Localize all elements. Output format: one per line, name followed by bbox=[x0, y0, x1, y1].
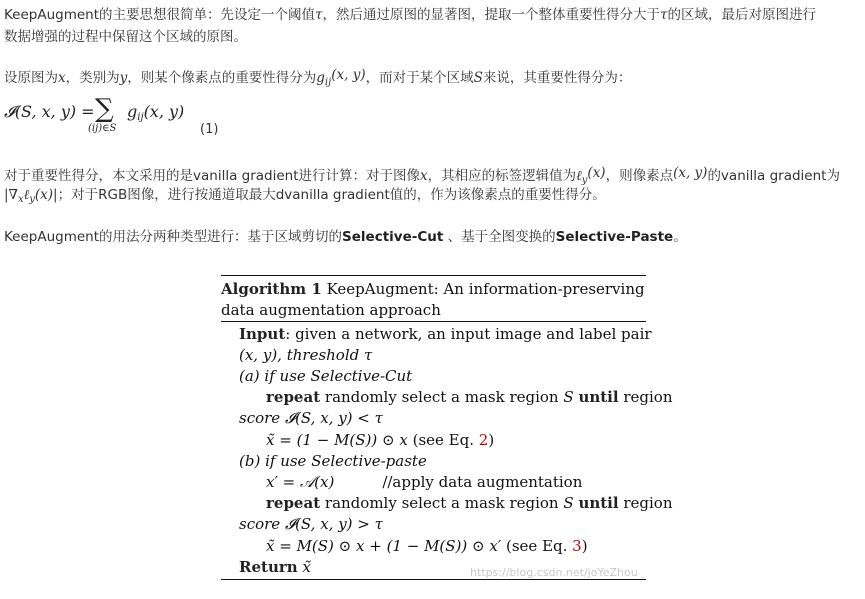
cut-formula-text: x̃ = (1 − M(S)) ⊙ x bbox=[266, 431, 408, 449]
algorithm-title-line-1 bbox=[221, 279, 645, 299]
var-x: x bbox=[420, 168, 428, 184]
bottom-rule bbox=[221, 579, 646, 580]
header-rule bbox=[221, 321, 646, 322]
usage-text: KeepAugment的用法分两种类型进行：基于区域剪切的 bbox=[4, 229, 343, 245]
intro-line-2: 数据增强的过程中保留这个区域的原图。 bbox=[4, 29, 247, 45]
eq-2-link[interactable]: 2 bbox=[478, 431, 489, 449]
see-eq-close: ) bbox=[488, 431, 495, 449]
definition-paragraph bbox=[4, 64, 631, 94]
selective-cut-term: Selective-Cut bbox=[342, 229, 444, 245]
augmentation-formula: x′ = 𝒜(x) bbox=[266, 473, 335, 491]
gradient-symbol: $|\nabla_x\ell_y(x)|$ bbox=[4, 187, 58, 205]
repeat-line-b bbox=[266, 493, 672, 513]
equation-rhs: $g_{ij}(x$, y) bbox=[127, 102, 185, 123]
until-keyword: until bbox=[578, 388, 619, 406]
region-text: region bbox=[618, 494, 673, 512]
intro-text-a: KeepAugment的主要思想很简单：先设定一个阈值 bbox=[4, 7, 316, 23]
logit-symbol: ℓ$_y$(x) bbox=[576, 165, 606, 186]
algorithm-box bbox=[221, 275, 673, 580]
def-text: 设原图为 bbox=[4, 70, 58, 86]
def-text: ，类别为 bbox=[65, 70, 120, 86]
case-b-heading: (b) if use Selective-paste bbox=[239, 452, 427, 470]
grad-text: ，其相应的标签逻辑值为 bbox=[427, 168, 577, 184]
summation-symbol: ∑ bbox=[95, 94, 114, 124]
intro-text-b: ，然后通过原图的显著图，提取一个整体重要性得分大于 bbox=[322, 7, 660, 23]
input-line bbox=[239, 324, 652, 344]
gradient-paragraph-line-2 bbox=[4, 184, 606, 211]
repeat-line-a bbox=[266, 387, 672, 407]
var-S: S bbox=[563, 388, 574, 406]
input-text: : given a network, an input image and label pair bbox=[285, 325, 652, 343]
input-line-2: (x, y), threshold τ bbox=[239, 346, 373, 364]
algorithm-label: Algorithm 1 bbox=[221, 280, 322, 298]
selective-paste-term: Selective-Paste bbox=[555, 229, 674, 245]
grad-text: ；对于RGB图像，进行按通道取最大dvanilla gradient值的，作为该像素点的重要性得分。 bbox=[57, 187, 606, 203]
repeat-keyword: repeat bbox=[266, 388, 321, 406]
algorithm-title: KeepAugment: An information-preserving bbox=[326, 280, 645, 298]
equation-number: (1) bbox=[200, 122, 219, 137]
paste-formula bbox=[266, 536, 588, 556]
intro-text-c: 的区域，最后对原图进行 bbox=[667, 7, 816, 23]
importance-equation bbox=[4, 94, 264, 144]
repeat-text: randomly select a mask region bbox=[320, 494, 564, 512]
var-S: S bbox=[563, 494, 574, 512]
grad-text: 的vanilla gradient为 bbox=[707, 168, 840, 184]
return-value: x̃ bbox=[297, 558, 311, 576]
case-a-heading: (a) if use Selective-Cut bbox=[239, 367, 413, 385]
region-text: region bbox=[618, 388, 673, 406]
usage-text: 。 bbox=[673, 229, 687, 245]
cut-formula bbox=[266, 430, 494, 450]
var-S: S bbox=[473, 70, 483, 86]
tau-symbol: τ bbox=[315, 7, 323, 23]
until-keyword: until bbox=[578, 494, 619, 512]
summation-index: (ij)∈S bbox=[88, 123, 117, 134]
usage-paragraph bbox=[4, 226, 687, 248]
return-keyword: Return bbox=[239, 558, 298, 576]
pixel-coord: (x, y) bbox=[673, 165, 708, 181]
see-eq-close: ) bbox=[581, 537, 588, 555]
augmentation-comment: //apply data augmentation bbox=[382, 473, 583, 491]
watermark: https://blog.csdn.net/joYeZhou bbox=[470, 566, 638, 579]
see-eq-text: (see Eq. bbox=[407, 431, 479, 449]
augmentation-line bbox=[266, 472, 582, 492]
score-condition-a: score 𝓘(S, x, y) < τ bbox=[239, 409, 383, 427]
def-text: ，而对于某个区域 bbox=[365, 70, 474, 86]
grad-text: ，则像素点 bbox=[605, 168, 674, 184]
input-keyword: Input bbox=[239, 325, 286, 343]
g-ij-symbol: $g_{ij}(x$, y) bbox=[316, 67, 366, 88]
intro-line-1 bbox=[4, 4, 816, 26]
grad-text: 对于重要性得分，本文采用的是vanilla gradient进行计算：对于图像 bbox=[4, 168, 421, 184]
eq-3-link[interactable]: 3 bbox=[572, 537, 582, 555]
repeat-keyword: repeat bbox=[266, 494, 321, 512]
var-x: x bbox=[58, 70, 66, 86]
def-text: 来说，其重要性得分为： bbox=[482, 70, 632, 86]
algorithm-title-line-2: data augmentation approach bbox=[221, 301, 441, 319]
usage-text: 、基于全图变换的 bbox=[443, 229, 556, 245]
see-eq-text: (see Eq. bbox=[501, 537, 573, 555]
return-line bbox=[239, 557, 311, 577]
score-condition-b: score 𝓘(S, x, y) > τ bbox=[239, 515, 383, 533]
tau-symbol: τ bbox=[660, 7, 668, 23]
paste-formula-text: x̃ = M(S) ⊙ x + (1 − M(S)) ⊙ x′ bbox=[266, 537, 502, 555]
def-text: ，则某个像素点的重要性得分为 bbox=[127, 70, 317, 86]
equation-lhs: 𝓘(S, x, y) = bbox=[4, 102, 95, 121]
var-y: y bbox=[119, 70, 128, 86]
repeat-text: randomly select a mask region bbox=[320, 388, 564, 406]
top-rule bbox=[221, 275, 646, 276]
